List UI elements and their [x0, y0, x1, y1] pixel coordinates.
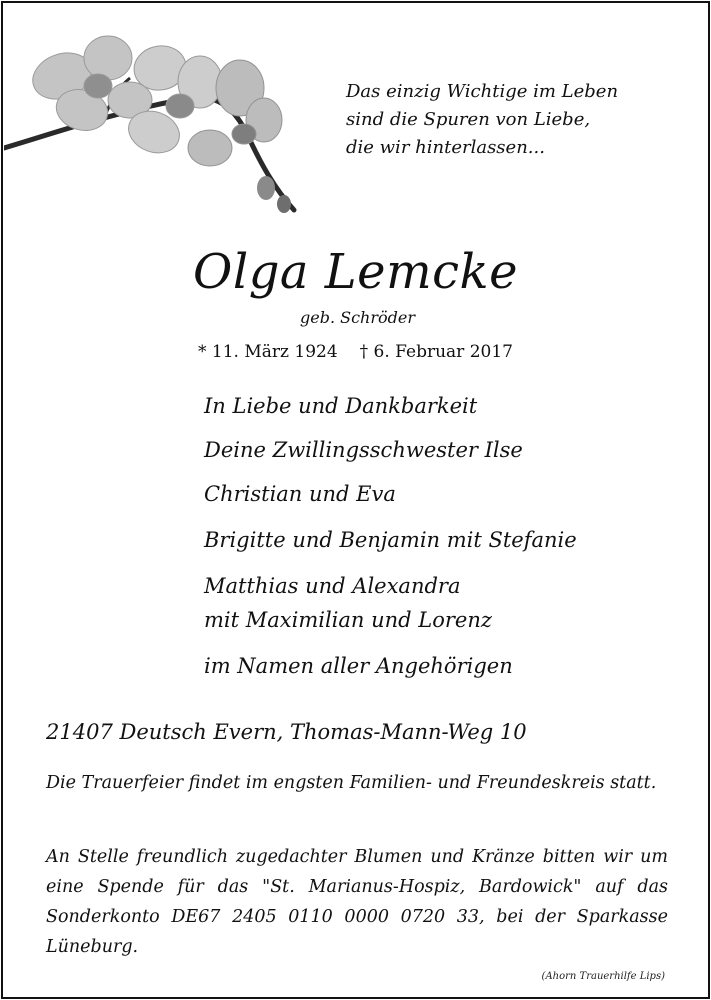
- funeral-notice: Die Trauerfeier findet im engsten Familien- und Freundeskreis statt.: [46, 773, 657, 793]
- mourner-line: Deine Zwillingsschwester Ilse: [204, 438, 523, 462]
- birth-name: geb. Schröder: [300, 308, 415, 327]
- birth-date: * 11. März 1924: [198, 342, 338, 362]
- mourner-line: Brigitte und Benjamin mit Stefanie: [204, 528, 577, 552]
- life-dates: [198, 338, 513, 366]
- orchid-branch-icon: [4, 28, 300, 214]
- quote: [346, 78, 676, 162]
- family-address: 21407 Deutsch Evern, Thomas-Mann-Weg 10: [46, 720, 527, 744]
- donation-notice: An Stelle freundlich zugedachter Blumen und Kränze bitten wir um eine Spende für das "St. Marianus-Hospiz, Bardowick" auf das Sonderkonto DE67 2405 0110 0000 0720 33, bei der Sparkasse Lüneburg.: [46, 847, 668, 957]
- quote-line: sind die Spuren von Liebe,: [346, 109, 591, 130]
- mourner-line: im Namen aller Angehörigen: [204, 654, 513, 678]
- deceased-name: Olga Lemcke: [193, 244, 518, 300]
- mourner-line: mit Maximilian und Lorenz: [204, 608, 492, 632]
- death-date: † 6. Februar 2017: [359, 342, 513, 362]
- mourner-line: In Liebe und Dankbarkeit: [204, 394, 478, 418]
- quote-line: die wir hinterlassen...: [346, 137, 545, 158]
- quote-line: Das einzig Wichtige im Leben: [346, 81, 619, 102]
- mourner-line: Christian und Eva: [204, 482, 396, 506]
- funeral-home-credit: (Ahorn Trauerhilfe Lips): [541, 971, 665, 982]
- mourner-line: Matthias und Alexandra: [204, 574, 461, 598]
